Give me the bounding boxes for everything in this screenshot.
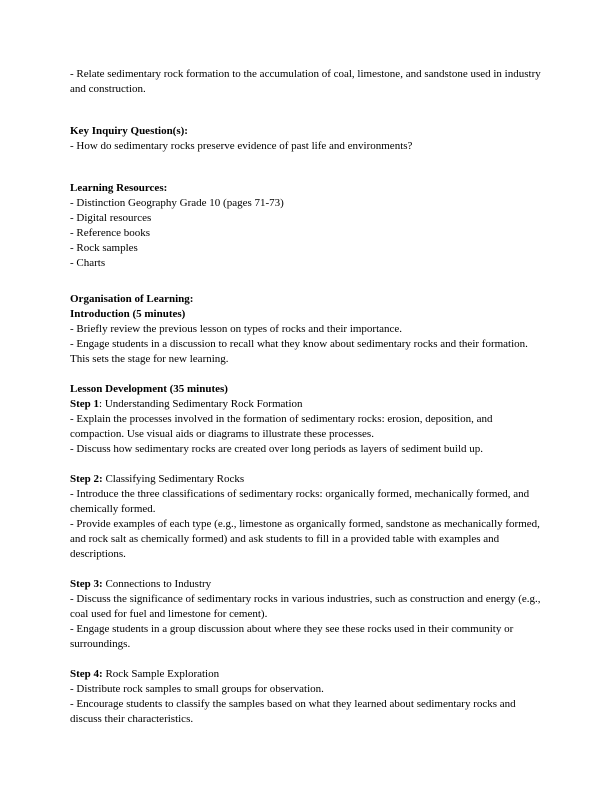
key-inquiry-section [70,124,543,154]
step-4-block [70,667,543,727]
organisation-section [70,292,543,367]
step-4-bullet: - Distribute rock samples to small groups for observation. [70,683,324,695]
introduction-bullet: - Briefly review the previous lesson on types of rocks and their importance. [70,323,403,335]
step-4-label: Step 4: [70,668,103,680]
step-1-bullet: - Explain the processes involved in the formation of sedimentary rocks: erosion, deposition, and compaction. Use visual aids or diagrams to illustrate these processes. [70,413,493,440]
step-2-title: Classifying Sedimentary Rocks [102,473,245,485]
resource-item: - Charts [70,257,106,269]
step-1-title: : Understanding Sedimentary Rock Formation [99,398,303,410]
step-1-bullet: - Discuss how sedimentary rocks are created over long periods as layers of sediment build up. [70,443,483,455]
introduction-bullet: - Engage students in a discussion to recall what they know about sedimentary rocks and their formation. This sets the stage for new learning. [70,338,528,365]
step-2-block [70,472,543,562]
lesson-development-heading: Lesson Development (35 minutes) [70,383,228,395]
step-3-bullet: - Engage students in a group discussion about where they see these rocks used in their community or surroundings. [70,623,514,650]
step-3-block [70,577,543,652]
step-1-label: Step 1 [70,398,100,410]
step-2-bullet: - Introduce the three classifications of sedimentary rocks: organically formed, mechanically formed, and chemically formed. [70,488,530,515]
step-4-title: Rock Sample Exploration [102,668,220,680]
key-inquiry-heading: Key Inquiry Question(s): [70,125,188,137]
step-4-bullet: - Encourage students to classify the samples based on what they learned about sedimentary rocks and discuss their characteristics. [70,698,516,725]
step-2-label: Step 2: [70,473,103,485]
step-3-label: Step 3: [70,578,103,590]
step-1-heading [70,397,543,412]
step-3-title: Connections to Industry [102,578,212,590]
objectives-continued-paragraph: - Relate sedimentary rock formation to the accumulation of coal, limestone, and sandstone used in industry and construction. [70,68,541,95]
key-inquiry-question: - How do sedimentary rocks preserve evidence of past life and environments? [70,140,413,152]
resource-item: - Distinction Geography Grade 10 (pages 71-73) [70,197,284,209]
step-2-bullet: - Provide examples of each type (e.g., limestone as organically formed, sandstone as mechanically formed, and rock salt as chemically formed) and ask students to fill in a provided table with examples and descriptions. [70,518,540,560]
resource-item: - Reference books [70,227,151,239]
learning-resources-section [70,181,543,271]
learning-resources-heading: Learning Resources: [70,182,168,194]
resource-item: - Rock samples [70,242,138,254]
step-3-heading [70,577,543,592]
step-4-heading [70,667,543,682]
step-2-heading [70,472,543,487]
introduction-heading: Introduction (5 minutes) [70,308,186,320]
resource-item: - Digital resources [70,212,152,224]
lesson-development-section [70,382,543,457]
organisation-heading: Organisation of Learning: [70,293,194,305]
step-3-bullet: - Discuss the significance of sedimentary rocks in various industries, such as construction and energy (e.g., coal used for fuel and limestone for cement). [70,593,541,620]
